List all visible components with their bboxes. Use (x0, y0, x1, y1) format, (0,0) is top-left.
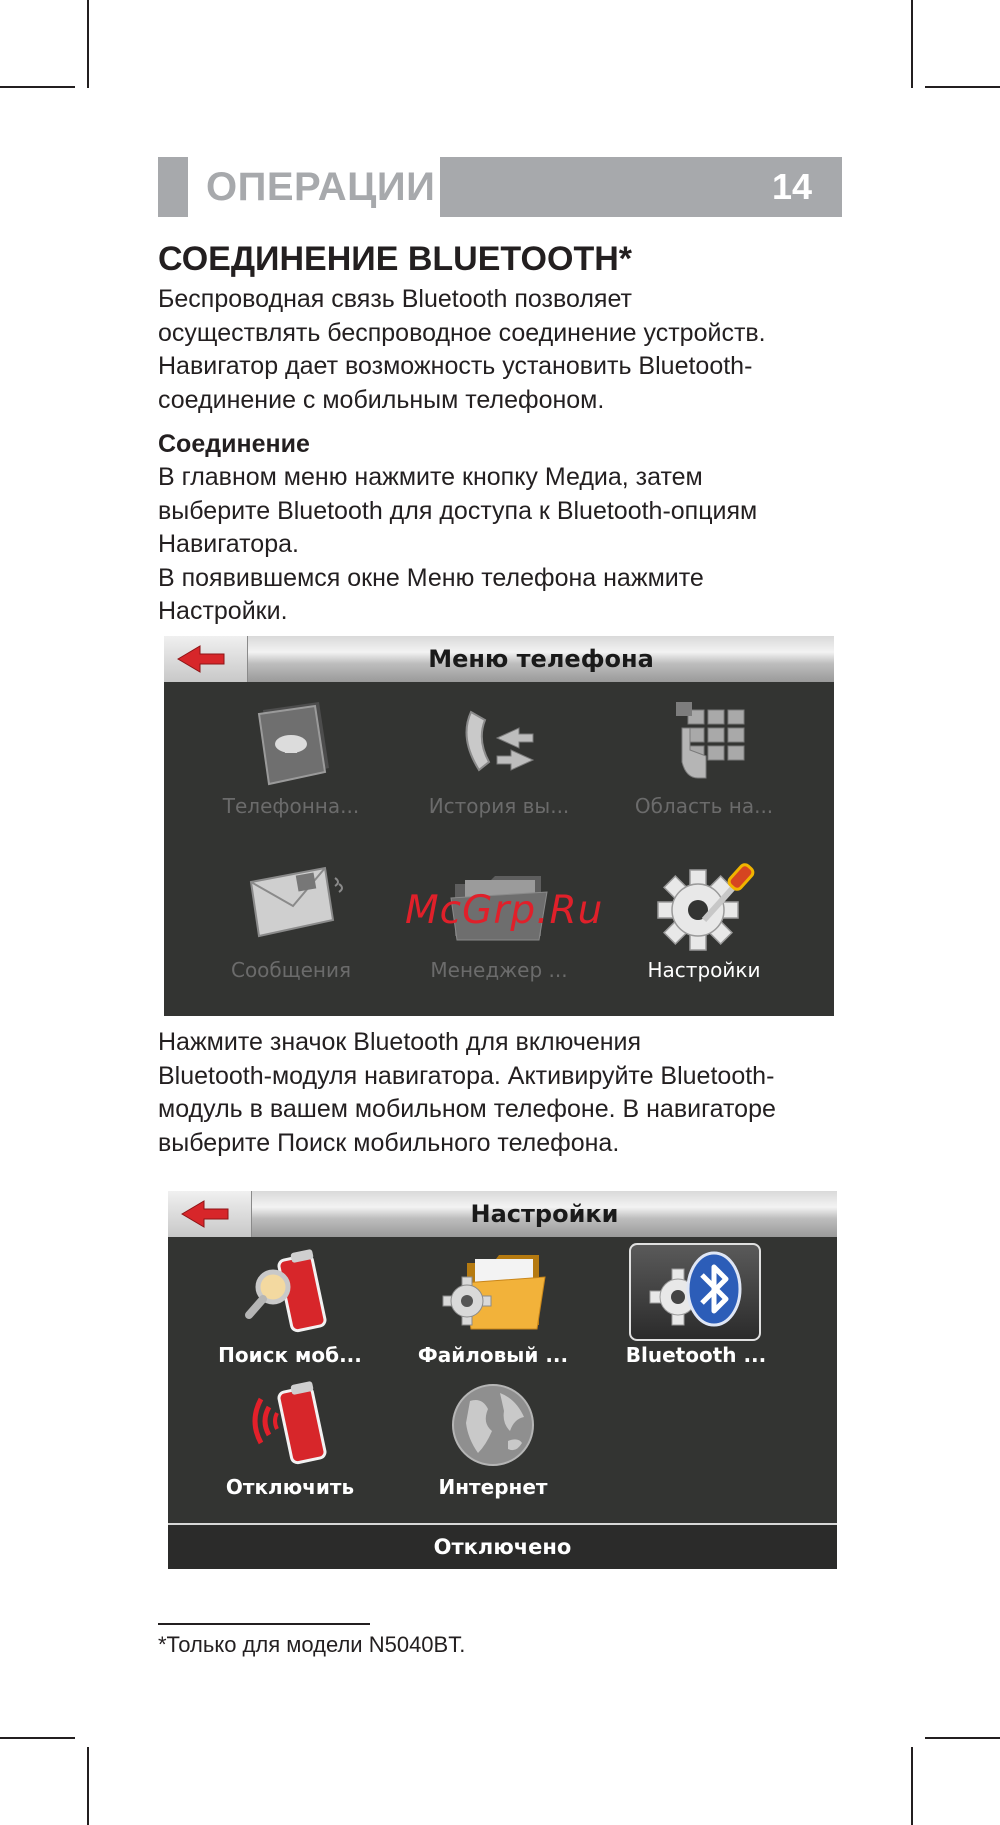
settings-item-disconnect[interactable] (190, 1379, 390, 1499)
menu-item-label: Область на... (634, 794, 774, 818)
settings-item-label: Отключить (225, 1475, 355, 1499)
connect-paragraph (158, 461, 858, 629)
screen-title: Настройки (470, 1200, 619, 1228)
footnote: *Только для модели N5040BT. (158, 1632, 466, 1657)
settings-gear-icon (644, 858, 764, 954)
page-heading: СОЕДИНЕНИЕ BLUETOOTH* (158, 240, 632, 278)
back-arrow-icon (164, 636, 248, 682)
intro-paragraph (158, 283, 858, 417)
crop-mark (87, 0, 89, 88)
settings-item-bluetooth[interactable] (596, 1243, 796, 1367)
text-line: В появившемся окне Меню телефона нажмите (158, 563, 704, 592)
menu-item-label: История вы... (428, 794, 570, 818)
title-bar (168, 1191, 837, 1237)
crop-mark (87, 1747, 89, 1825)
back-button[interactable] (168, 1191, 252, 1237)
call-history-icon (449, 698, 549, 790)
footnote-rule (158, 1623, 370, 1625)
text-line: модуль в вашем мобильном телефоне. В навигаторе (158, 1095, 776, 1123)
phone-menu-screenshot (164, 636, 834, 1016)
crop-mark (911, 1747, 913, 1825)
settings-screenshot (168, 1191, 837, 1569)
crop-mark (911, 0, 913, 88)
page-number: 14 (771, 166, 812, 207)
text-line: выберите Поиск мобильного телефона. (158, 1128, 620, 1157)
bluetooth-icon (636, 1243, 756, 1339)
text-line: Настройки. (158, 597, 288, 625)
menu-item-label: Настройки (647, 958, 761, 982)
menu-item-label: Сообщения (230, 958, 352, 982)
status-bar: Отключено (168, 1523, 837, 1569)
settings-item-label: Файловый ... (417, 1343, 569, 1367)
header-bar (440, 157, 842, 217)
settings-item-label: Интернет (438, 1475, 548, 1499)
menu-item-call-history[interactable] (399, 698, 599, 818)
header-accent-block (158, 157, 188, 217)
settings-item-label: Поиск моб... (218, 1343, 362, 1367)
phone-search-icon (235, 1243, 345, 1339)
globe-icon (438, 1379, 548, 1471)
text-line: осуществлять беспроводное соединение устройств. (158, 318, 766, 347)
back-arrow-icon (168, 1191, 252, 1237)
screen-title: Меню телефона (428, 645, 654, 673)
instructions-paragraph (158, 1026, 858, 1160)
crop-mark (0, 1737, 75, 1739)
text-line: Навигатора. (158, 530, 299, 558)
menu-item-phonebook[interactable] (191, 698, 391, 818)
menu-item-dialpad[interactable] (604, 698, 804, 818)
settings-item-label: Bluetooth ... (625, 1343, 767, 1367)
disconnect-phone-icon (235, 1379, 345, 1471)
envelope-icon (231, 858, 351, 954)
menu-item-settings[interactable] (604, 858, 804, 982)
text-line: Нажмите значок Bluetooth для включения (158, 1028, 642, 1056)
settings-item-phone-search[interactable] (190, 1243, 390, 1367)
dialpad-icon (654, 698, 754, 790)
watermark: McGrp.Ru (405, 888, 604, 933)
crop-mark (925, 86, 1000, 88)
settings-item-file-manager[interactable] (393, 1243, 593, 1367)
menu-item-label: Менеджер ... (430, 958, 568, 982)
file-manager-icon (433, 1243, 553, 1339)
menu-item-label: Телефонна... (222, 794, 360, 818)
phonebook-icon (241, 698, 341, 790)
title-bar (164, 636, 834, 682)
text-line: соединение с мобильным телефоном. (158, 385, 605, 414)
crop-mark (925, 1737, 1000, 1739)
crop-mark (0, 86, 75, 88)
text-line: Беспроводная связь Bluetooth позволяет (158, 285, 632, 313)
text-line: выберите Bluetooth для доступа к Bluetooth-опциям (158, 496, 758, 525)
back-button[interactable] (164, 636, 248, 682)
menu-item-messages[interactable] (191, 858, 391, 982)
settings-item-internet[interactable] (393, 1379, 593, 1499)
section-title: ОПЕРАЦИИ (206, 165, 436, 209)
text-line: В главном меню нажмите кнопку Медиа, затем (158, 463, 703, 491)
text-line: Навигатор дает возможность установить Bluetooth- (158, 352, 753, 380)
subheading: Соединение (158, 430, 310, 458)
text-line: Bluetooth-модуля навигатора. Активируйте Bluetooth- (158, 1061, 775, 1090)
